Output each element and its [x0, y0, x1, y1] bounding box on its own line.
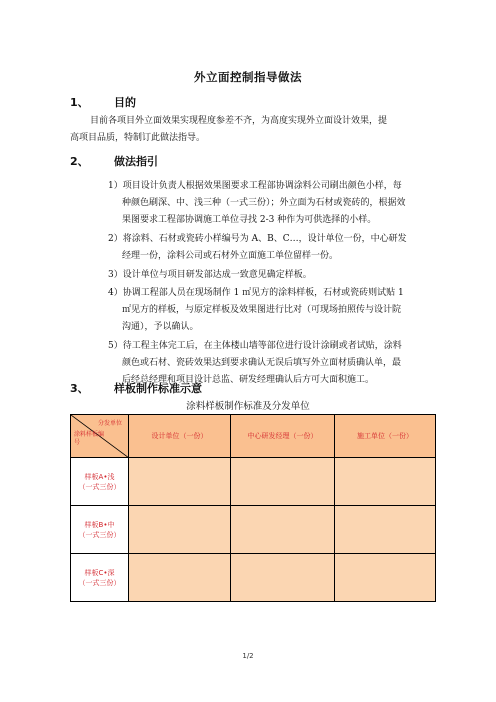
corner-bottom-label: 涂料样板编号	[74, 431, 105, 446]
step-line: 4）协调工程部人员在现场制作 1 ㎡见方的涂料样板，石材或瓷砖则试贴 1	[108, 288, 404, 298]
section-title: 做法指引	[114, 155, 158, 168]
section-1-heading	[70, 94, 136, 110]
section-title: 样板制作标准示意	[114, 382, 202, 395]
table-cell	[335, 554, 436, 602]
row-label	[71, 506, 129, 554]
table-cell	[335, 506, 436, 554]
section-number: 1、	[70, 96, 89, 109]
table-row	[71, 554, 436, 602]
table-corner-cell	[71, 415, 129, 458]
step-line: 颜色或石材、瓷砖效果达到要求确认无误后填写外立面材质确认单，最	[122, 358, 402, 368]
section-title: 目的	[114, 96, 136, 109]
step-line: 经理一份，涂料公司或石材外立面施工单位留样一份。	[122, 251, 339, 261]
sample-distribution-table	[70, 414, 436, 602]
table-cell	[129, 506, 231, 554]
table-cell	[129, 554, 231, 602]
purpose-line: 目前各项目外立面效果实现程度参差不齐，为高度实现外立面设计效果，提	[90, 116, 388, 126]
row-label	[71, 458, 129, 506]
column-header: 中心研发经理（一份）	[231, 415, 335, 458]
sample-copies: （一式三份）	[78, 578, 121, 587]
page-number: 1/2	[242, 652, 254, 660]
table-cell	[231, 554, 335, 602]
step-line: 3）设计单位与项目研发部达成一致意见确定样板。	[108, 270, 312, 280]
table-cell	[129, 458, 231, 506]
table-cell	[335, 458, 436, 506]
corner-top-label: 分发单位	[97, 420, 122, 427]
step-line: 后经总经理和项目设计总监、研发经理确认后方可大面积施工。	[122, 375, 375, 385]
table-row	[71, 458, 436, 506]
table-caption: 涂料样板制作标准及分发单位	[186, 401, 310, 412]
step-line: 1）项目设计负责人根据效果图要求工程部协调涂料公司刷出颜色小样，每	[108, 181, 402, 191]
step-line: ㎡见方的样板，与原定样板及效果图进行比对（可现场拍照传与设计院	[122, 305, 402, 315]
table-header-row	[71, 415, 436, 458]
section-number: 3、	[70, 382, 89, 395]
document-title: 外立面控制指导做法	[194, 70, 302, 84]
sample-copies: （一式三份）	[78, 530, 121, 539]
section-2-heading	[70, 153, 158, 169]
section-number: 2、	[70, 155, 89, 168]
section-3-heading	[70, 380, 202, 396]
sample-copies: （一式三份）	[78, 482, 121, 491]
step-line: 沟通），予以确认。	[122, 322, 199, 332]
table-cell	[231, 506, 335, 554]
step-line: 5）待工程主体完工后，在主体楼山墙等部位进行设计涂刷或者试贴，涂料	[108, 341, 402, 351]
step-line: 种颜色刷深、中、浅三种（一式三份）；外立面为石材或瓷砖的，根据效	[122, 198, 406, 208]
table-cell	[231, 458, 335, 506]
step-line: 2）将涂料、石材或瓷砖小样编号为 A、B、C…，设计单位一份，中心研发	[108, 234, 407, 244]
sample-name: 样板C•深	[84, 568, 115, 577]
row-label	[71, 554, 129, 602]
purpose-line: 高项目品质，特制订此做法指导。	[70, 133, 206, 143]
step-line: 果图要求工程部协调施工单位寻找 2-3 种作为可供选择的小样。	[122, 215, 377, 225]
column-header: 施工单位（一份）	[335, 415, 436, 458]
sample-name: 样板A•浅	[84, 472, 115, 481]
sample-name: 样板B•中	[84, 520, 115, 529]
column-header: 设计单位（一份）	[129, 415, 231, 458]
table-row	[71, 506, 436, 554]
